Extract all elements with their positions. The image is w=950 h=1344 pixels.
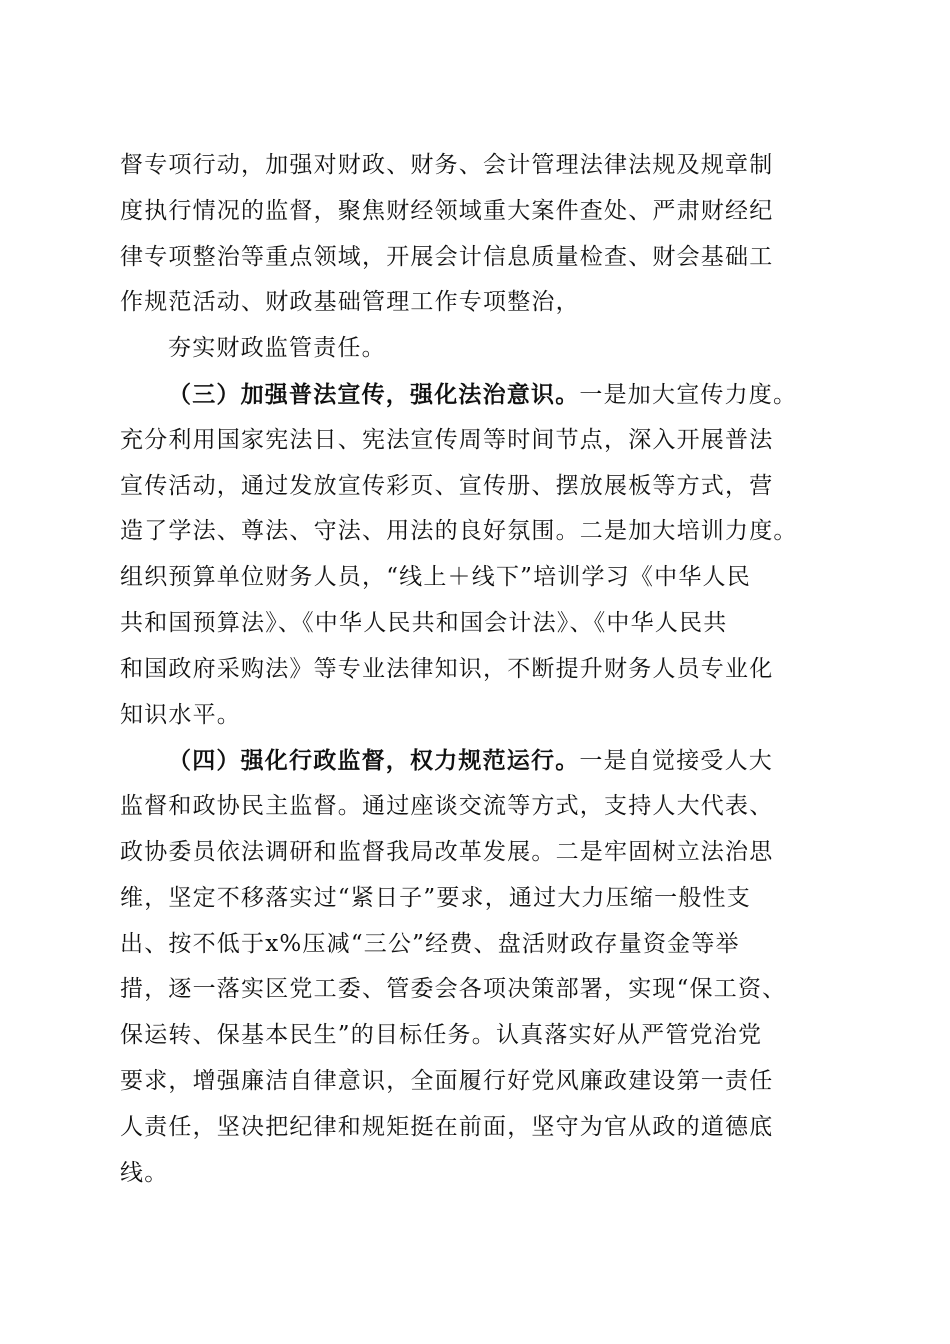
text-line: 知识水平。 — [120, 701, 241, 728]
paragraph-4 — [120, 738, 840, 1196]
text-run: 一是自觉接受人大 — [579, 748, 774, 775]
text-line: 保运转、保基本民生”的目标任务。认真落实好从严管党治党 — [120, 1022, 763, 1049]
text-line: 造了学法、尊法、守法、用法的良好氛围。二是加大培训力度。 — [120, 518, 798, 545]
text-line: 监督和政协民主监督。通过座谈交流等方式，支持人大代表、 — [120, 793, 774, 820]
paragraph-first-line — [120, 738, 840, 784]
text-run: 一是加大宣传力度。 — [579, 381, 798, 408]
text-line: 维，坚定不移落实过“紧日子”要求，通过大力压缩一般性支 — [120, 884, 751, 911]
text-line: 政协委员依法调研和监督我局改革发展。二是牢固树立法治思 — [120, 838, 774, 865]
text-line: 度执行情况的监督，聚焦财经领域重大案件查处、严肃财经纪 — [120, 197, 774, 224]
text-line: 人责任，坚决把纪律和规矩挺在前面，坚守为官从政的道德底 — [120, 1113, 774, 1140]
text-line: 组织预算单位财务人员，“线上＋线下”培训学习《中华人民 — [120, 564, 751, 591]
text-line: 充分利用国家宪法日、宪法宣传周等时间节点，深入开展普法 — [120, 426, 774, 453]
paragraph-1 — [120, 143, 840, 326]
text-line: 和国政府采购法》等专业法律知识，不断提升财务人员专业化 — [120, 655, 774, 682]
text-line: 宣传活动，通过发放宣传彩页、宣传册、摆放展板等方式，营 — [120, 472, 774, 499]
section-heading: （三）加强普法宣传，强化法治意识。 — [168, 380, 580, 408]
document-body — [120, 143, 840, 1196]
paragraph-3 — [120, 372, 840, 738]
text-line: 律专项整治等重点领域，开展会计信息质量检查、财会基础工 — [120, 243, 774, 270]
text-line: 夯实财政监管责任。 — [168, 335, 386, 362]
text-line: 作规范活动、财政基础管理工作专项整治， — [120, 289, 580, 316]
text-line: 要求，增强廉洁自律意识，全面履行好党风廉政建设第一责任 — [120, 1067, 774, 1094]
paragraph-first-line — [120, 372, 840, 418]
section-heading: （四）强化行政监督，权力规范运行。 — [168, 747, 580, 775]
text-line: 督专项行动，加强对财政、财务、会计管理法律法规及规章制 — [120, 152, 774, 178]
text-line: 线。 — [120, 1159, 169, 1186]
text-line: 出、按不低于x%压减“三公”经费、盘活财政存量资金等举 — [120, 930, 740, 957]
text-line: 共和国预算法》、《中华人民共和国会计法》、《中华人民共 — [120, 609, 728, 636]
text-line: 措，逐一落实区党工委、管委会各项决策部署，实现“保工资、 — [120, 976, 787, 1003]
paragraph-2 — [120, 326, 840, 372]
